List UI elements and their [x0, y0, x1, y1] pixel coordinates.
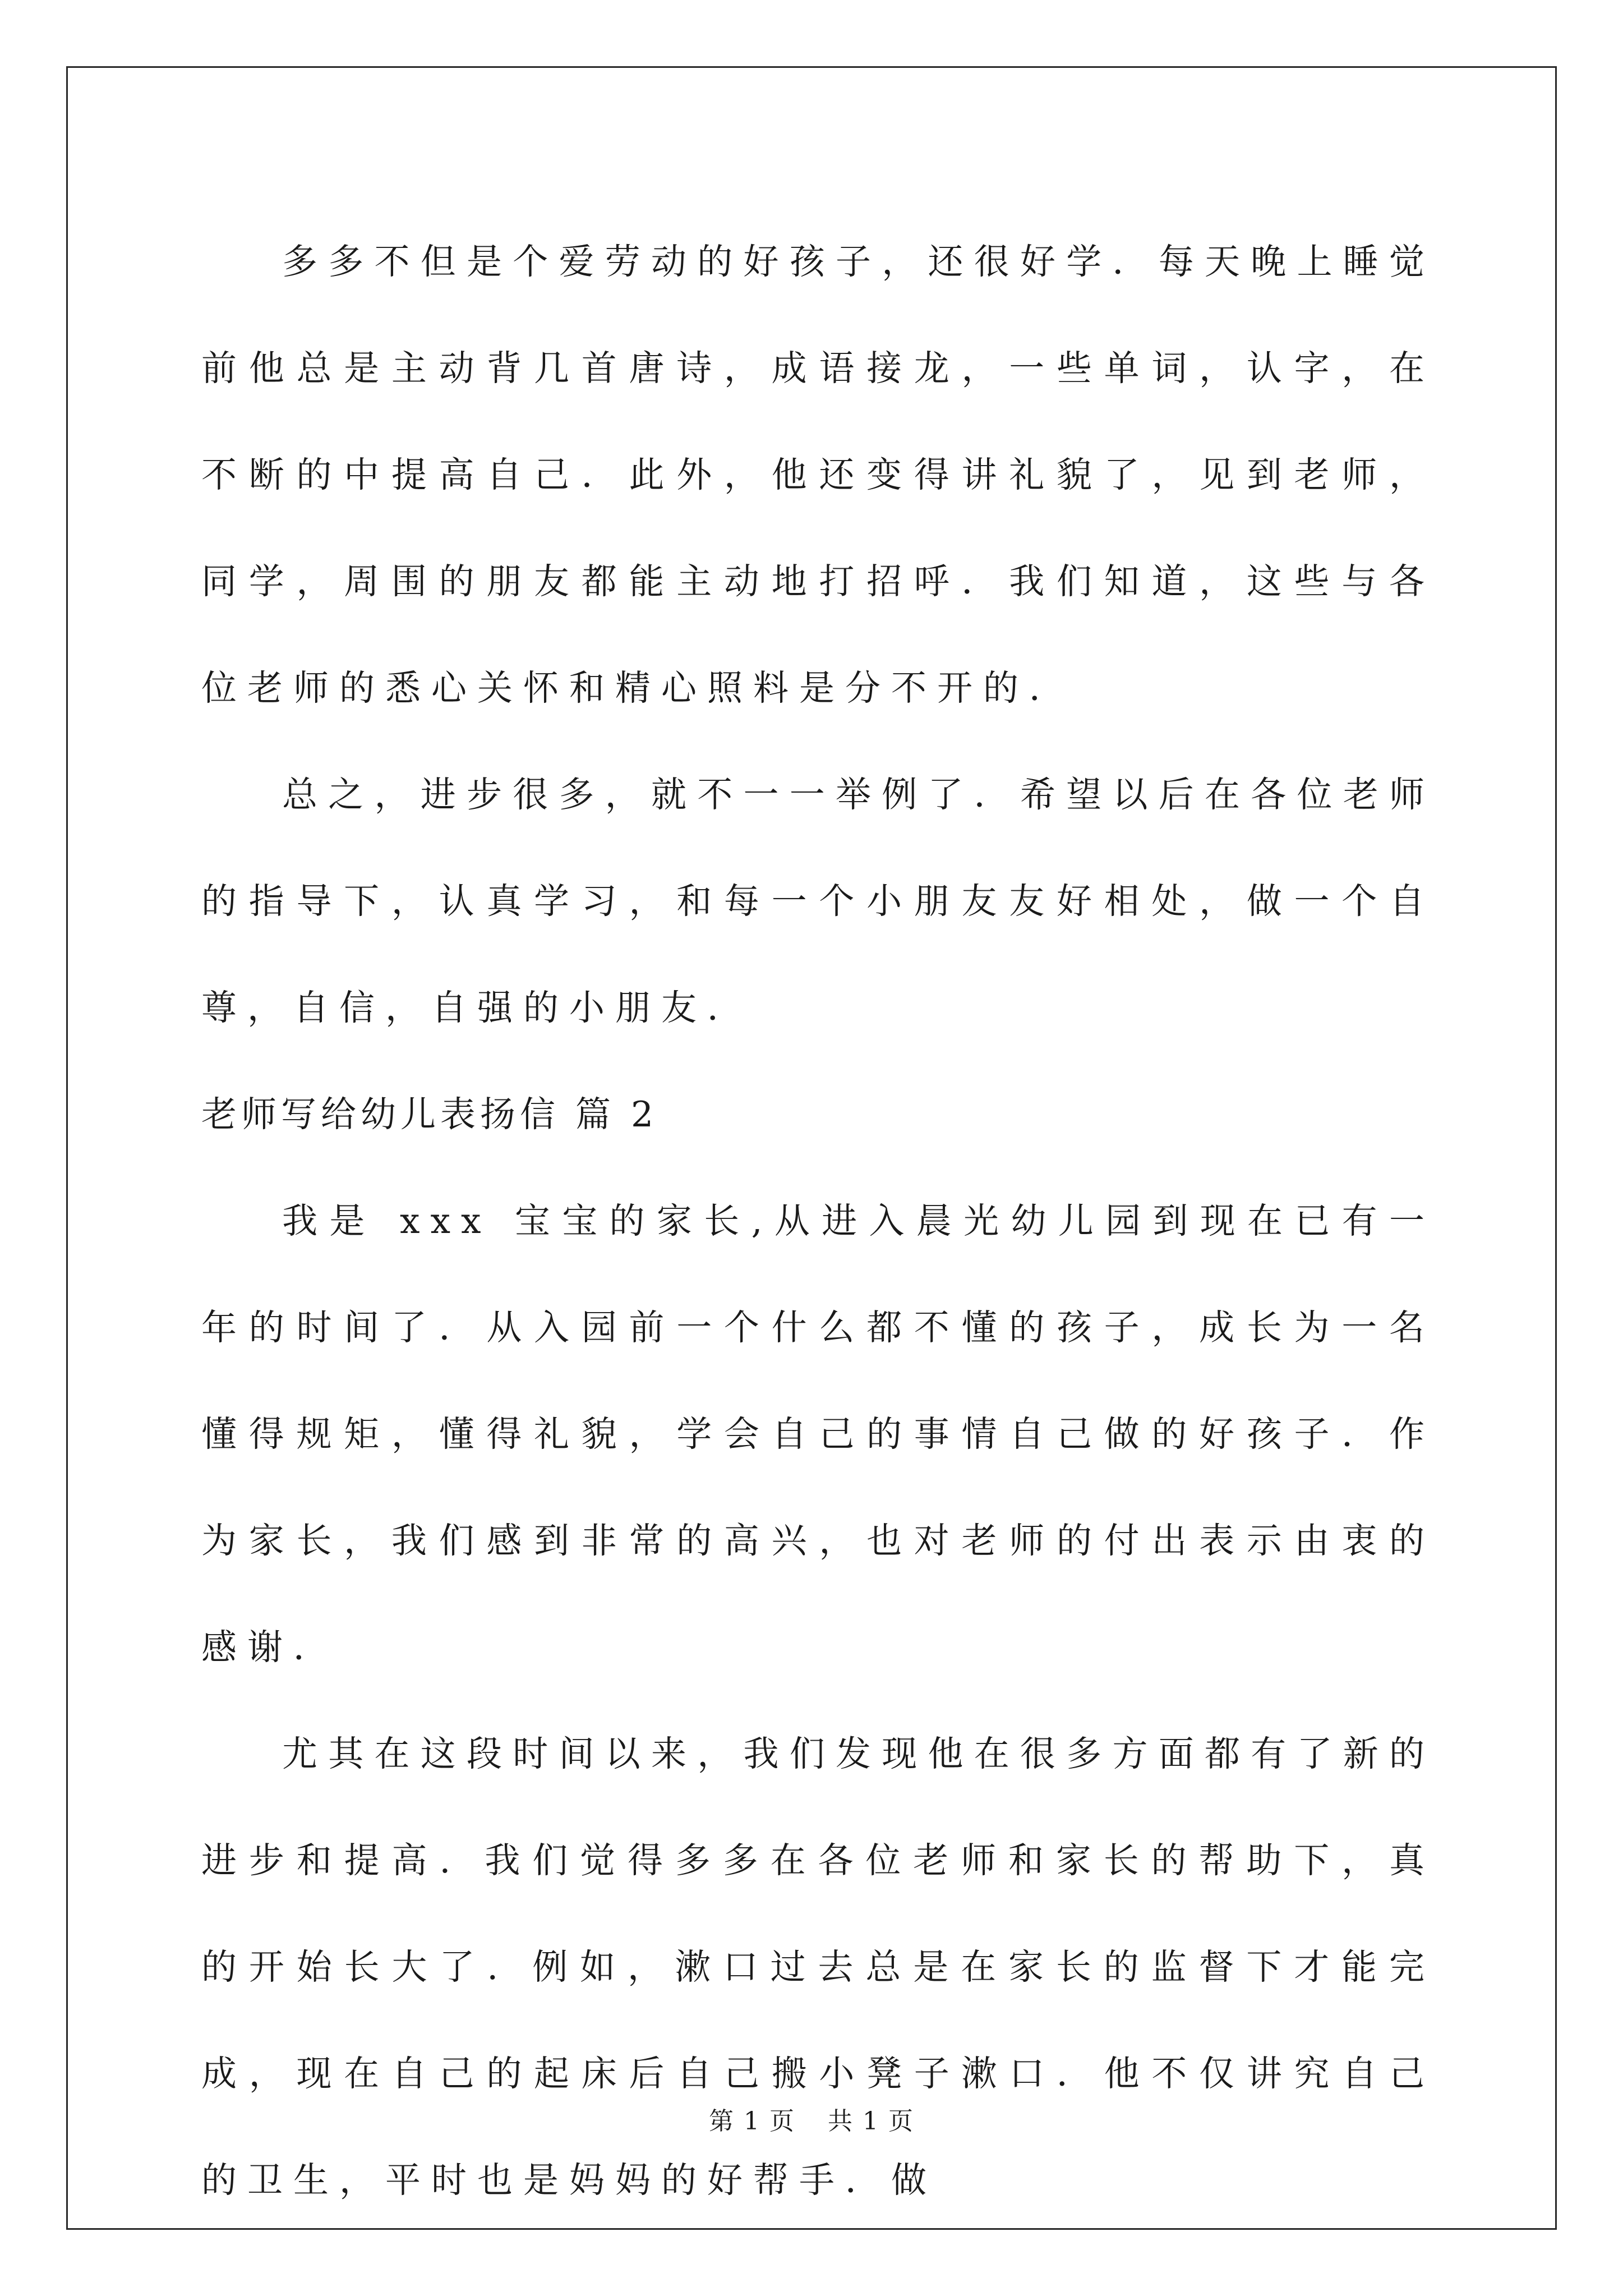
- paragraph: 我是 xxx 宝宝的家长,从进入晨光幼儿园到现在已有一年的时间了．从入园前一个什么都不懂的孩子，成长为一名懂得规矩，懂得礼貌，学会自己的事情自己做的好孩子．作为家长，我们感到非常的高兴，也对老师的付出表示由衷的感谢．: [201, 1200, 1435, 1668]
- paragraph: 尤其在这段时间以来，我们发现他在很多方面都有了新的进步和提高. 我们觉得多多在各位老师和家长的帮助下，真的开始长大了. 例如，漱口过去总是在家长的监督下才能完成，现在自己的起床后自己搬小凳子漱口．他不仅讲究自己的卫生，平时也是妈妈的好帮手．做: [201, 1733, 1435, 2201]
- page-footer: [0, 2105, 1623, 2138]
- document-body: [201, 209, 1435, 2234]
- page-total: 共 1 页: [828, 2107, 914, 2136]
- section-heading: 老师写给幼儿表扬信 篇 2: [201, 1094, 658, 1135]
- paragraph: 总之，进步很多，就不一一举例了．希望以后在各位老师的指导下，认真学习，和每一个小朋友友好相处，做一个自尊，自信，自强的小朋友．: [201, 774, 1435, 1028]
- page-number: 第 1 页: [709, 2107, 795, 2136]
- paragraph: 多多不但是个爱劳动的好孩子，还很好学．每天晚上睡觉前他总是主动背几首唐诗，成语接龙，一些单词，认字，在不断的中提高自己．此外，他还变得讲礼貌了，见到老师，同学，周围的朋友都能主动地打招呼．我们知道，这些与各位老师的悉心关怀和精心照料是分不开的．: [201, 241, 1435, 708]
